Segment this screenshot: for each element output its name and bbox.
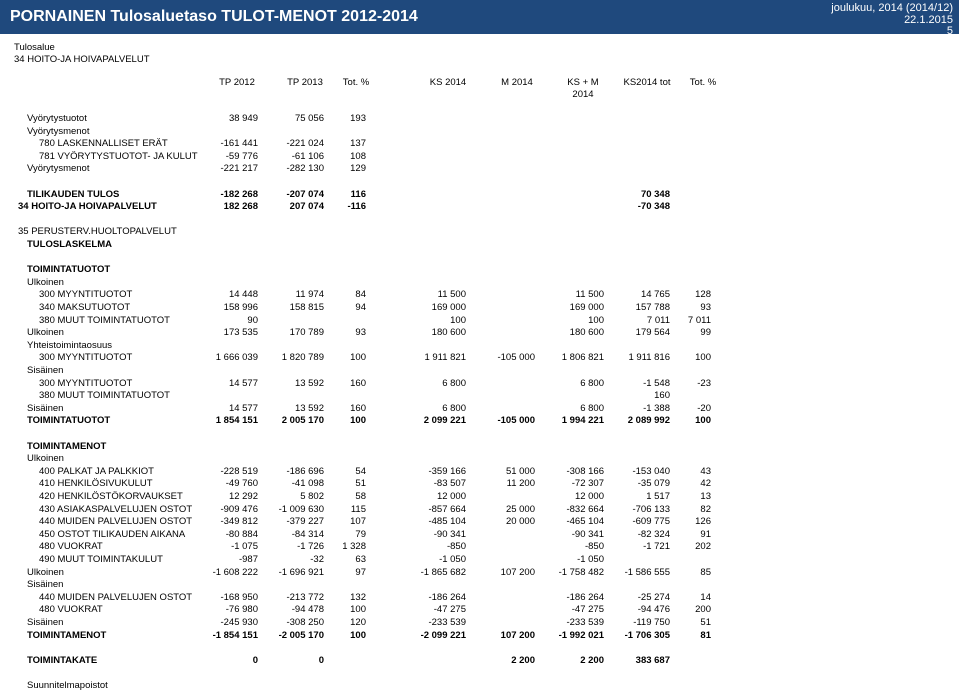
table-cell: -221 024 xyxy=(286,138,324,150)
table-cell: -153 040 xyxy=(632,465,670,477)
table-cell: 38 949 xyxy=(228,113,258,124)
table-cell: -83 507 xyxy=(433,478,466,490)
table-cell: 180 600 xyxy=(569,327,604,339)
table-cell: 158 996 xyxy=(223,302,258,313)
table-cell: -706 133 xyxy=(632,503,670,515)
table-cell: 0 xyxy=(252,654,258,666)
table-cell: 51 xyxy=(355,478,366,490)
table-cell: 2 200 xyxy=(580,654,604,666)
table-cell: 169 000 xyxy=(569,302,604,313)
column-header: KS + M 2014 xyxy=(567,77,599,100)
table-cell: -1 726 xyxy=(297,541,324,553)
area-name: 34 HOITO-JA HOIVAPALVELUT xyxy=(14,54,150,65)
table-cell: 100 xyxy=(450,314,466,326)
table-cell: -59 776 xyxy=(225,150,258,162)
column-header: KS 2014 xyxy=(429,77,467,88)
row-label: 300 MYYNTITUOTOT xyxy=(39,289,133,301)
table-cell: -84 314 xyxy=(291,528,324,540)
table-cell: 2 005 170 xyxy=(281,415,324,427)
table-cell: 6 800 xyxy=(580,377,604,389)
column-header: M 2014 xyxy=(501,77,533,88)
table-cell: -90 341 xyxy=(433,528,466,540)
table-cell: 79 xyxy=(355,528,366,540)
table-cell: 0 xyxy=(318,654,324,666)
table-cell: 93 xyxy=(355,327,366,339)
table-cell: -119 750 xyxy=(633,617,670,628)
table-cell: 100 xyxy=(695,352,711,364)
table-cell: -1 865 682 xyxy=(420,566,466,578)
table-cell: 173 535 xyxy=(223,327,258,339)
table-cell: 129 xyxy=(350,163,366,175)
table-cell: 7 011 xyxy=(646,314,670,326)
table-cell: 128 xyxy=(695,289,711,301)
page-number: 5 xyxy=(946,25,953,37)
table-cell: 84 xyxy=(355,289,366,301)
table-cell: 58 xyxy=(355,491,366,502)
table-cell: 383 687 xyxy=(635,654,670,666)
table-cell: -308 250 xyxy=(286,617,324,628)
table-cell: 100 xyxy=(695,415,711,427)
table-cell: -379 227 xyxy=(286,516,324,528)
table-cell: -20 xyxy=(697,402,711,414)
row-label: 410 HENKILÖSIVUKULUT xyxy=(39,478,153,490)
table-cell: 2 089 992 xyxy=(627,415,670,427)
table-cell: -207 074 xyxy=(286,188,324,200)
report-period: joulukuu, 2014 (2014/12) xyxy=(831,2,953,14)
table-cell: 70 348 xyxy=(640,188,670,200)
table-cell: 115 xyxy=(350,503,366,515)
table-cell: 1 517 xyxy=(646,491,670,502)
table-cell: 100 xyxy=(350,629,366,641)
table-cell: -41 098 xyxy=(291,478,324,490)
table-cell: 85 xyxy=(700,566,711,578)
table-cell: 99 xyxy=(700,327,711,339)
table-cell: 180 600 xyxy=(431,327,466,339)
table-cell: -1 992 021 xyxy=(558,629,604,641)
row-label: Vyörytysmenot xyxy=(27,125,90,137)
row-label: Ulkoinen xyxy=(27,276,64,288)
row-label: Vyörytysmenot xyxy=(27,163,90,175)
table-cell: -32 xyxy=(310,554,324,565)
table-cell: -61 106 xyxy=(291,150,324,162)
table-cell: -282 130 xyxy=(286,163,324,175)
table-cell: 7 011 xyxy=(687,314,711,326)
table-cell: 6 800 xyxy=(580,402,604,414)
table-cell: 75 056 xyxy=(294,113,324,124)
row-label: Ulkoinen xyxy=(27,566,64,578)
table-cell: -1 586 555 xyxy=(624,566,670,578)
table-cell: -213 772 xyxy=(286,591,324,603)
table-cell: -1 721 xyxy=(643,541,670,553)
table-cell: -349 812 xyxy=(220,516,258,528)
table-cell: -359 166 xyxy=(428,465,466,477)
table-cell: 12 292 xyxy=(228,491,258,502)
table-cell: 107 xyxy=(350,516,366,528)
table-cell: 200 xyxy=(695,604,711,616)
table-cell: 14 577 xyxy=(228,377,258,389)
row-label: 490 MUUT TOIMINTAKULUT xyxy=(39,554,163,565)
table-cell: 170 789 xyxy=(289,327,324,339)
table-cell: -186 696 xyxy=(286,465,324,477)
table-cell: -1 854 151 xyxy=(212,629,258,641)
table-cell: 12 000 xyxy=(436,491,466,502)
row-label: Sisäinen xyxy=(27,579,64,591)
table-cell: 13 592 xyxy=(294,402,324,414)
row-label: TULOSLASKELMA xyxy=(27,239,112,250)
table-cell: 6 800 xyxy=(442,402,466,414)
report-date: 22.1.2015 xyxy=(904,14,953,26)
table-cell: 11 500 xyxy=(437,289,466,301)
row-label: 400 PALKAT JA PALKKIOT xyxy=(39,465,154,477)
row-label: 380 MUUT TOIMINTATUOTOT xyxy=(39,314,170,326)
table-cell: 157 788 xyxy=(635,302,670,313)
table-cell: 42 xyxy=(700,478,711,490)
table-cell: 25 000 xyxy=(505,503,535,515)
table-cell: 1 806 821 xyxy=(561,352,604,364)
table-cell: 12 000 xyxy=(574,491,604,502)
table-cell: 6 800 xyxy=(442,377,466,389)
table-cell: -90 341 xyxy=(571,528,604,540)
table-cell: 14 765 xyxy=(640,289,670,301)
table-cell: -72 307 xyxy=(571,478,604,490)
table-cell: 193 xyxy=(350,113,366,124)
table-cell: -857 664 xyxy=(428,503,466,515)
row-label: Ulkoinen xyxy=(27,327,64,339)
table-cell: 11 200 xyxy=(506,478,535,490)
table-cell: -35 079 xyxy=(637,478,670,490)
table-cell: 1 854 151 xyxy=(215,415,258,427)
table-cell: -70 348 xyxy=(637,201,670,213)
table-cell: 94 xyxy=(355,302,366,313)
table-cell: 2 200 xyxy=(511,654,535,666)
table-cell: 54 xyxy=(355,465,366,477)
row-label: Sisäinen xyxy=(27,365,64,376)
table-cell: -47 275 xyxy=(571,604,604,616)
table-cell: 93 xyxy=(700,302,711,313)
table-cell: -25 274 xyxy=(637,591,670,603)
row-label: TOIMINTATUOTOT xyxy=(27,264,111,276)
table-cell: -2 005 170 xyxy=(278,629,324,641)
column-header: Tot. % xyxy=(689,77,717,88)
table-cell: 132 xyxy=(350,591,366,603)
column-header: TP 2012 xyxy=(219,77,255,88)
table-cell: 11 974 xyxy=(295,289,324,301)
table-cell: -186 264 xyxy=(428,591,466,603)
row-label: TOIMINTAMENOT xyxy=(27,440,107,452)
table-cell: 1 911 821 xyxy=(424,352,466,364)
row-label: Suunnitelmapoistot xyxy=(27,680,108,691)
table-cell: -1 706 305 xyxy=(624,629,670,641)
table-cell: 81 xyxy=(700,629,711,641)
table-cell: -909 476 xyxy=(220,503,258,515)
row-label: TOIMINTAMENOT xyxy=(27,629,107,641)
table-cell: -94 478 xyxy=(291,604,324,616)
table-cell: -465 104 xyxy=(566,516,604,528)
row-label: 300 MYYNTITUOTOT xyxy=(39,352,133,364)
table-cell: -82 324 xyxy=(637,528,670,540)
table-cell: 43 xyxy=(700,465,711,477)
table-cell: 51 xyxy=(700,617,711,628)
table-cell: -850 xyxy=(584,541,604,553)
table-cell: 1 328 xyxy=(342,541,366,553)
table-cell: 1 994 221 xyxy=(561,415,604,427)
table-cell: 100 xyxy=(350,604,366,616)
table-cell: 160 xyxy=(350,377,366,389)
table-cell: 90 xyxy=(247,314,258,326)
table-cell: -76 980 xyxy=(225,604,258,616)
table-cell: -168 950 xyxy=(220,591,258,603)
table-cell: 169 000 xyxy=(431,302,466,313)
table-cell: -233 539 xyxy=(566,617,604,628)
table-cell: 137 xyxy=(350,138,366,150)
table-cell: -94 476 xyxy=(637,604,670,616)
row-label: TOIMINTAKATE xyxy=(27,654,98,666)
table-cell: 51 000 xyxy=(505,465,535,477)
row-label: Sisäinen xyxy=(27,402,64,414)
table-cell: -2 099 221 xyxy=(420,629,466,641)
column-header: KS2014 tot xyxy=(623,77,671,88)
table-cell: -245 930 xyxy=(220,617,258,628)
table-cell: 107 200 xyxy=(500,566,535,578)
table-cell: -80 884 xyxy=(225,528,258,540)
table-cell: 5 802 xyxy=(300,491,324,502)
table-cell: 182 268 xyxy=(223,201,258,213)
table-cell: -105 000 xyxy=(497,352,535,364)
row-label: 480 VUOKRAT xyxy=(39,604,103,616)
row-label: 440 MUIDEN PALVELUJEN OSTOT xyxy=(39,516,193,528)
row-label: 440 MUIDEN PALVELUJEN OSTOT xyxy=(39,591,193,603)
row-label: 35 PERUSTERV.HUOLTOPALVELUT xyxy=(18,226,177,238)
table-cell: 14 xyxy=(700,591,711,603)
row-label: Ulkoinen xyxy=(27,453,64,465)
area-label: Tulosalue xyxy=(14,42,55,53)
table-cell: 97 xyxy=(355,566,366,578)
table-cell: 160 xyxy=(654,390,670,402)
table-cell: -308 166 xyxy=(566,465,604,477)
row-label: 340 MAKSUTUOTOT xyxy=(39,302,131,313)
table-cell: 207 074 xyxy=(289,201,324,213)
table-cell: -116 xyxy=(347,201,366,213)
row-label: TILIKAUDEN TULOS xyxy=(27,188,120,200)
row-label: 781 VYÖRYTYSTUOTOT- JA KULUT xyxy=(39,150,198,162)
row-label: Sisäinen xyxy=(27,617,64,628)
table-cell: -1 608 222 xyxy=(212,566,258,578)
row-label: 480 VUOKRAT xyxy=(39,541,103,553)
table-cell: 13 592 xyxy=(294,377,324,389)
table-cell: -832 664 xyxy=(566,503,604,515)
table-cell: -485 104 xyxy=(428,516,466,528)
table-cell: -47 275 xyxy=(433,604,466,616)
table-cell: -609 775 xyxy=(632,516,670,528)
table-cell: 1 911 816 xyxy=(628,352,670,364)
table-cell: -1 388 xyxy=(643,402,670,414)
table-cell: 116 xyxy=(350,188,366,200)
row-label: 780 LASKENNALLISET ERÄT xyxy=(39,138,168,150)
table-cell: -49 760 xyxy=(225,478,258,490)
row-label: 34 HOITO-JA HOIVAPALVELUT xyxy=(18,201,157,213)
row-label: 300 MYYNTITUOTOT xyxy=(39,377,133,389)
row-label: 420 HENKILÖSTÖKORVAUKSET xyxy=(39,491,183,502)
table-cell: 160 xyxy=(350,402,366,414)
table-cell: -1 075 xyxy=(231,541,258,553)
row-label: 450 OSTOT TILIKAUDEN AIKANA xyxy=(39,528,186,540)
table-cell: -161 441 xyxy=(220,138,258,150)
table-cell: -850 xyxy=(446,541,466,553)
table-cell: 13 xyxy=(700,491,711,502)
table-cell: 14 577 xyxy=(228,402,258,414)
table-cell: -23 xyxy=(697,377,711,389)
table-cell: 100 xyxy=(350,415,366,427)
table-cell: -186 264 xyxy=(566,591,604,603)
table-cell: -233 539 xyxy=(428,617,466,628)
table-cell: 14 448 xyxy=(228,289,258,301)
column-header: TP 2013 xyxy=(287,77,323,88)
table-cell: 126 xyxy=(695,516,711,528)
row-label: 380 MUUT TOIMINTATUOTOT xyxy=(39,390,170,402)
table-cell: 202 xyxy=(695,541,711,553)
row-label: 430 ASIAKASPALVELUJEN OSTOT xyxy=(39,503,193,515)
row-label: TOIMINTATUOTOT xyxy=(27,415,111,427)
table-cell: 1 666 039 xyxy=(215,352,258,364)
row-label: Yhteistoimintaosuus xyxy=(27,339,113,351)
table-cell: -182 268 xyxy=(220,188,258,200)
table-cell: -1 758 482 xyxy=(558,566,604,578)
table-cell: 82 xyxy=(700,503,711,515)
table-cell: -1 009 630 xyxy=(278,503,324,515)
report-title: PORNAINEN Tulosaluetaso TULOT-MENOT 2012-2014 xyxy=(10,8,418,25)
table-cell: 100 xyxy=(350,352,366,364)
table-cell: 120 xyxy=(350,617,366,628)
table-cell: 63 xyxy=(355,554,366,565)
table-cell: 158 815 xyxy=(289,302,324,313)
column-header: Tot. % xyxy=(342,77,370,88)
table-cell: 100 xyxy=(588,314,604,326)
table-cell: -987 xyxy=(238,554,258,565)
table-cell: -1 696 921 xyxy=(278,566,324,578)
table-cell: 179 564 xyxy=(635,327,670,339)
table-cell: -105 000 xyxy=(497,415,535,427)
table-cell: 107 200 xyxy=(500,629,535,641)
table-cell: 20 000 xyxy=(505,516,535,528)
row-label: Vyörytystuotot xyxy=(27,113,87,124)
table-cell: 1 820 789 xyxy=(281,352,324,364)
table-cell: 2 099 221 xyxy=(423,415,466,427)
table-cell: 108 xyxy=(350,150,366,162)
table-cell: 11 500 xyxy=(575,289,604,301)
table-cell: -228 519 xyxy=(220,465,258,477)
table-cell: 91 xyxy=(700,528,711,540)
table-cell: -1 050 xyxy=(439,554,466,565)
table-cell: -221 217 xyxy=(220,163,258,175)
table-cell: -1 050 xyxy=(577,554,604,565)
table-cell: -1 548 xyxy=(643,377,670,389)
